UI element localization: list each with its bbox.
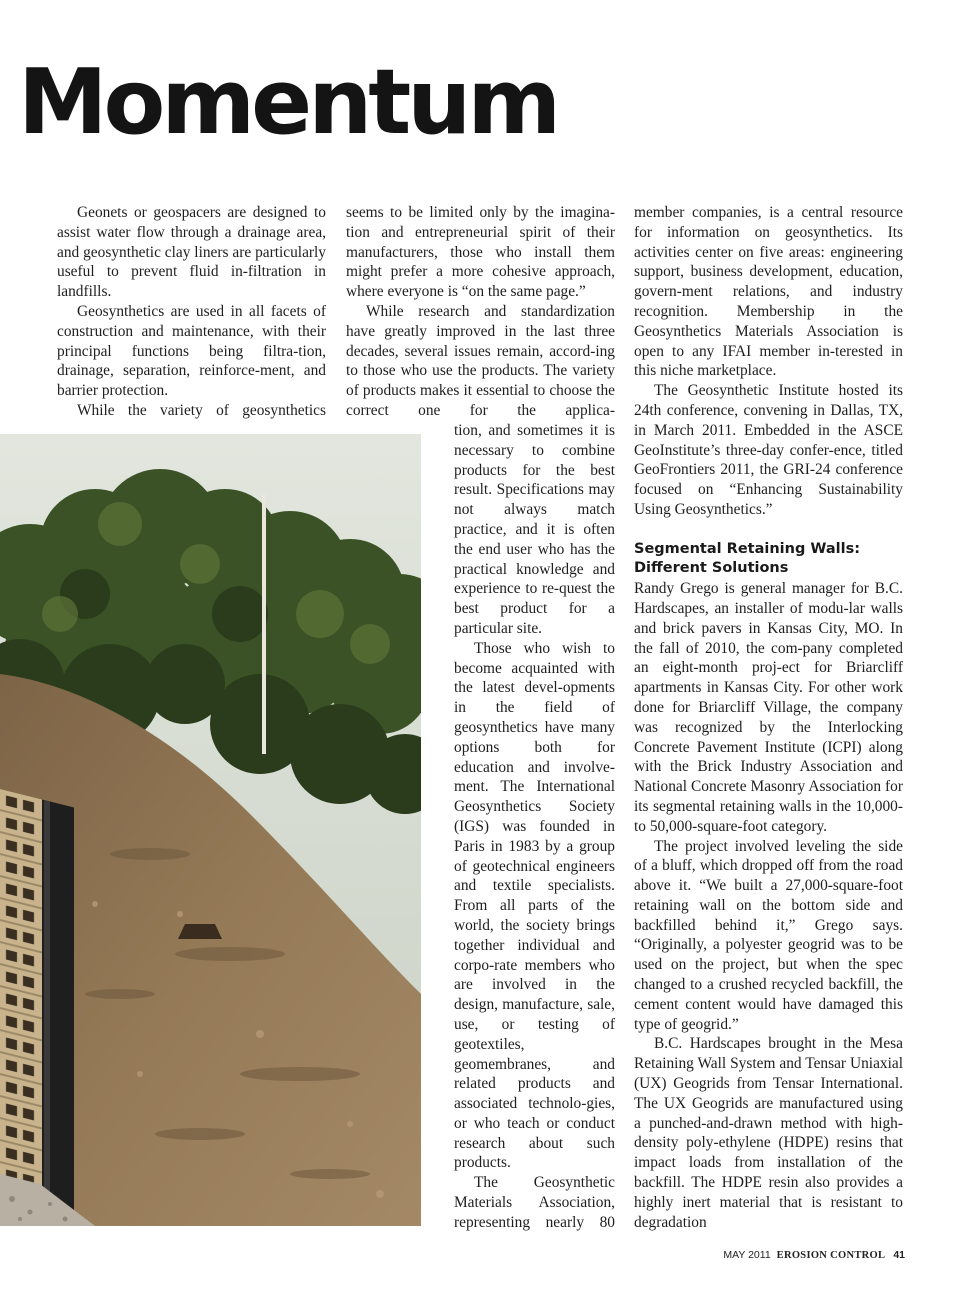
paragraph: Randy Grego is general manager for B.C. Hardscapes, an installer of modu-lar walls and brick pavers in Kansas City, MO. In the fall of 2010, the com-pany completed an eight-month proj-ect for Briarcliff apartments in Kansas City. For other work done for Briarcliff Village, the company was recognized by the Interlocking Concrete Pavement Institute (ICPI) along with the Brick Industry Association and National Concrete Masonry Association for its segmental retaining walls in the 10,000-to 50,000-square-foot category. (634, 580, 903, 835)
paragraph: B.C. Hardscapes brought in the Mesa Retaining Wall System and Tensar Uniaxial (UX) Geogrids from Tensar International. The UX Geogrids are manufactured using a punched-and-drawn method with high-density poly-ethylene (HDPE) resins that impact loads from installation of the backfill. The HDPE resin also provides a highly inert material that is resistant to degradation (634, 1035, 903, 1231)
article-column-2-top (346, 203, 615, 421)
paragraph: member companies, is a central resource for information on geosynthetics. Its activities center on five areas: engineering support, business development, education, govern-ment relations, and industry recognition. Membership in the Geosynthetics Materials Association is open to any IFAI member in-terested in this niche marketplace. (634, 204, 903, 380)
paragraph: Geosynthetics are used in all facets of construction and maintenance, with their principal functions being filtra-tion, drainage, separation, reinforce-ment, and barrier protection. (57, 302, 326, 400)
paragraph: seems to be limited only by the imagina-tion and entrepreneurial spirit of their manufacturers, those who install them might prefer a more cohesive approach, where everyone is “on the same page.” (346, 204, 615, 301)
subhead-line: Segmental Retaining Walls: (634, 540, 861, 557)
article-column-2-narrow (454, 421, 615, 1233)
section-subhead (634, 540, 903, 580)
paragraph: Those who wish to become acquainted with the latest devel-opments in the field of geosynthetics have many options both for education and involve-ment. The International Geosynthetics Society (IGS) was founded in Paris in 1983 by a group of geotechnical engineers and textile specialists. From all parts of the world, the society brings together individual and corpo-rate members who are involved in the design, manufacture, sale, use, or testing of geotextiles, geomembranes, and related products and associated technolo-gies, or who teach or conduct research about such products. (454, 639, 615, 1172)
paragraph: The Geosynthetic Materials Association, representing nearly 80 (454, 1174, 615, 1231)
page-number: 41 (893, 1249, 905, 1261)
magazine-name: EROSION CONTROL (776, 1250, 886, 1261)
retaining-wall-photo (0, 434, 421, 1226)
retaining-wall-slope-photo-icon (0, 434, 421, 1226)
paragraph: tion, and sometimes it is necessary to combine products for the best result. Specifications may not always match practice, and it is often the end user who has the practical knowledge and experience to re-quest the best product for a particular site. (454, 422, 615, 637)
issue-date: MAY 2011 (723, 1249, 771, 1261)
paragraph: The Geosynthetic Institute hosted its 24th conference, convening in Dallas, TX, in March 2011. Embedded in the ASCE GeoInstitute’s three-day confer-ence, titled GeoFrontiers 2011, the GRI-24 conference focused on “Enhancing Sustainability Using Geosynthetics.” (634, 382, 903, 518)
paragraph: While research and standardization have greatly improved in the last three decades, several issues remain, accord-ing to those who use the products. The variety of products makes it essential to choose the correct one for the applica- (346, 302, 615, 419)
paragraph: The project involved leveling the side of a bluff, which dropped off from the road above it. “We built a 27,000-square-foot retaining wall on the bottom side and backfilled behind it,” Grego says. “Originally, a polyester geogrid was to be used on the project, but when the spec changed to a crushed recycled backfill, the cement content would have damaged this type of geogrid.” (634, 837, 903, 1033)
article-column-3 (634, 203, 903, 1232)
paragraph: Geonets or geospacers are designed to assist water flow through a drainage area, and geosynthetic clay liners are particularly useful to prevent fluid in-filtration in landfills. (57, 204, 326, 301)
paragraph: While the variety of geosynthetics (77, 401, 326, 419)
page-headline: Momentum (18, 50, 558, 155)
subhead-line: Different Solutions (634, 560, 789, 577)
page-footer (723, 1249, 905, 1261)
article-column-1 (57, 203, 326, 421)
